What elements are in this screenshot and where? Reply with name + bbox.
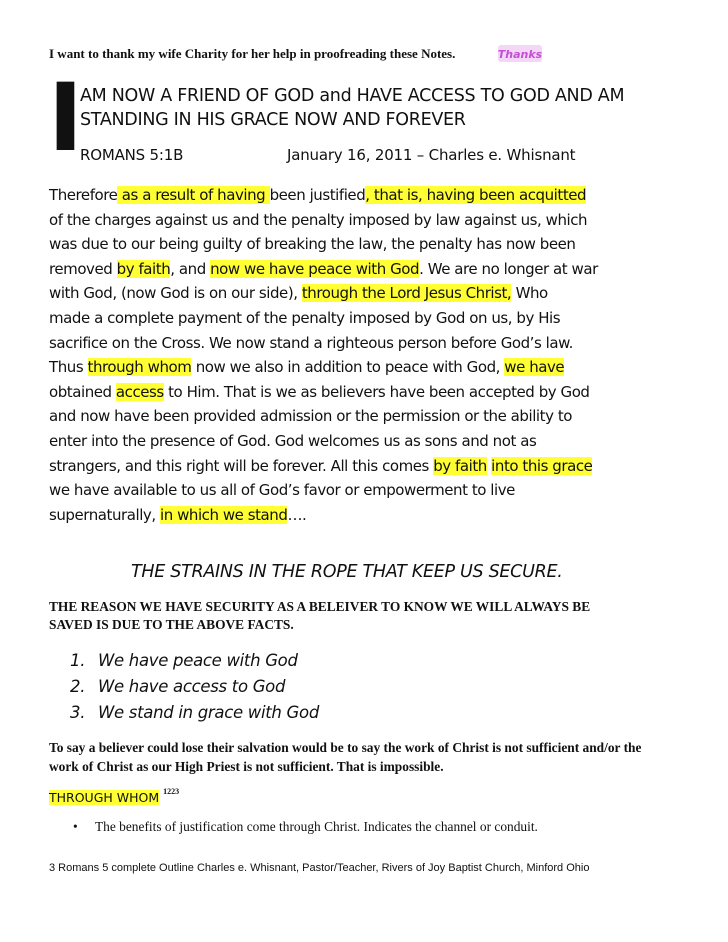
scripture-reference: ROMANS 5:1B: [80, 146, 184, 164]
paragraph-text: been justified: [269, 186, 366, 204]
paragraph-text: to Him. That is we as believers have been accepted by God: [163, 382, 590, 401]
highlighted-text: in which we stand: [159, 505, 288, 524]
through-whom-heading: [49, 787, 179, 805]
paragraph-text: now we also in addition to peace with God,: [191, 358, 505, 377]
list-text: We have peace with God: [98, 651, 298, 670]
highlighted-text: we have: [504, 358, 565, 377]
highlighted-text: now we have peace with God: [210, 259, 420, 278]
paragraph-line: [49, 404, 699, 429]
paragraph-line: [49, 454, 699, 479]
through-whom-label: THROUGH WHOM: [49, 790, 160, 805]
paragraph-text: ….: [287, 505, 307, 524]
paragraph-line: [49, 478, 699, 503]
paragraph-line: [49, 429, 699, 454]
thanks-logo-text: Thanks: [497, 48, 543, 61]
list-text: We stand in grace with God: [98, 703, 319, 722]
highlighted-text: as a result of having: [117, 186, 270, 204]
highlighted-text: whom: [147, 358, 192, 377]
paragraph-text: we have available to us all of God’s favor or empowerment to live: [49, 481, 515, 500]
paragraph-text: Therefore: [49, 186, 118, 204]
paragraph-line: [49, 355, 699, 380]
paragraph-text: and now have been provided admission or the permission or the ability to: [49, 407, 572, 426]
bullet-icon: •: [73, 819, 78, 834]
statement-line: To say a believer could lose their salvation would be to say the work of Christ is not sufficient and/or the: [49, 740, 642, 755]
paragraph-line: [49, 331, 699, 356]
reason-text: [49, 598, 699, 634]
body-paragraph: [49, 183, 699, 527]
list-number: 1.: [70, 651, 86, 670]
thanks-note: I want to thank my wife Charity for her help in proofreading these Notes.: [49, 46, 456, 61]
list-text: We have access to God: [98, 677, 286, 696]
date-author: January 16, 2011 – Charles e. Whisnant: [287, 146, 576, 164]
highlighted-text: , that is, having been acquitted: [365, 186, 587, 204]
paragraph-text: Who: [511, 284, 548, 303]
paragraph-text: with God, (now God is on our side),: [49, 284, 302, 303]
reason-line: THE REASON WE HAVE SECURITY AS A BELEIVER TO KNOW WE WILL ALWAYS BE: [49, 599, 591, 614]
highlighted-text: into this grace: [491, 456, 593, 475]
paragraph-text: , and: [170, 259, 211, 278]
page-footer: 3 Romans 5 complete Outline Charles e. Whisnant, Pastor/Teacher, Rivers of Joy Baptist Church, Minford Ohio: [49, 862, 590, 874]
paragraph-text: was due to our being guilty of breaking the law, the penalty has now been: [49, 235, 576, 254]
heading-line-1: AM NOW A FRIEND OF GOD and HAVE ACCESS TO GOD AND AM: [80, 86, 625, 106]
bullet-item: [73, 819, 538, 835]
paragraph-line: [49, 232, 699, 257]
list-number: 2.: [70, 677, 86, 696]
highlighted-text: by faith: [433, 456, 487, 475]
paragraph-text: Thus: [49, 358, 88, 377]
highlighted-text: by faith: [116, 259, 171, 278]
document-heading: [80, 84, 700, 132]
paragraph-text: . We are no longer at war: [419, 259, 598, 278]
paragraph-text: enter into the presence of God. God welcomes us as sons and not as: [49, 431, 537, 450]
paragraph-line: [49, 257, 699, 282]
paragraph-line: [49, 380, 699, 405]
strongs-number: 1223: [163, 787, 180, 796]
salvation-statement: [49, 738, 699, 776]
paragraph-text: obtained: [49, 382, 116, 401]
paragraph-line: [49, 208, 699, 233]
reason-line: SAVED IS DUE TO THE ABOVE FACTS.: [49, 617, 294, 632]
paragraph-text: sacrifice on the Cross. We now stand a righteous person before God’s law.: [49, 333, 573, 352]
list-item: [70, 674, 319, 700]
facts-list: [70, 648, 319, 726]
paragraph-text: supernaturally,: [49, 505, 160, 524]
paragraph-text: removed: [49, 259, 117, 278]
bullet-text: The benefits of justification come through Christ. Indicates the channel or conduit.: [95, 819, 538, 834]
paragraph-text: made a complete payment of the penalty imposed by God on us, by His: [49, 308, 561, 327]
list-number: 3.: [70, 703, 86, 722]
highlighted-text: through: [87, 358, 148, 377]
paragraph-line: [49, 306, 699, 331]
list-item: [70, 648, 319, 674]
heading-line-2: STANDING IN HIS GRACE NOW AND FOREVER: [80, 110, 466, 130]
highlighted-text: access: [115, 382, 164, 401]
paragraph-text: strangers, and this right will be forever. All this comes: [49, 456, 434, 475]
paragraph-text: of the charges against us and the penalty imposed by law against us, which: [49, 210, 588, 229]
list-item: [70, 700, 319, 726]
section-title: THE STRAINS IN THE ROPE THAT KEEP US SECURE.: [131, 562, 563, 582]
thanks-logo-icon: [497, 42, 543, 64]
drop-cap: I: [48, 64, 83, 173]
statement-line: work of Christ as our High Priest is not sufficient. That is impossible.: [49, 759, 444, 774]
highlighted-text: through the Lord Jesus Christ,: [301, 284, 512, 303]
paragraph-line: [49, 503, 699, 528]
paragraph-line: [49, 281, 699, 306]
paragraph-line: [49, 183, 699, 208]
